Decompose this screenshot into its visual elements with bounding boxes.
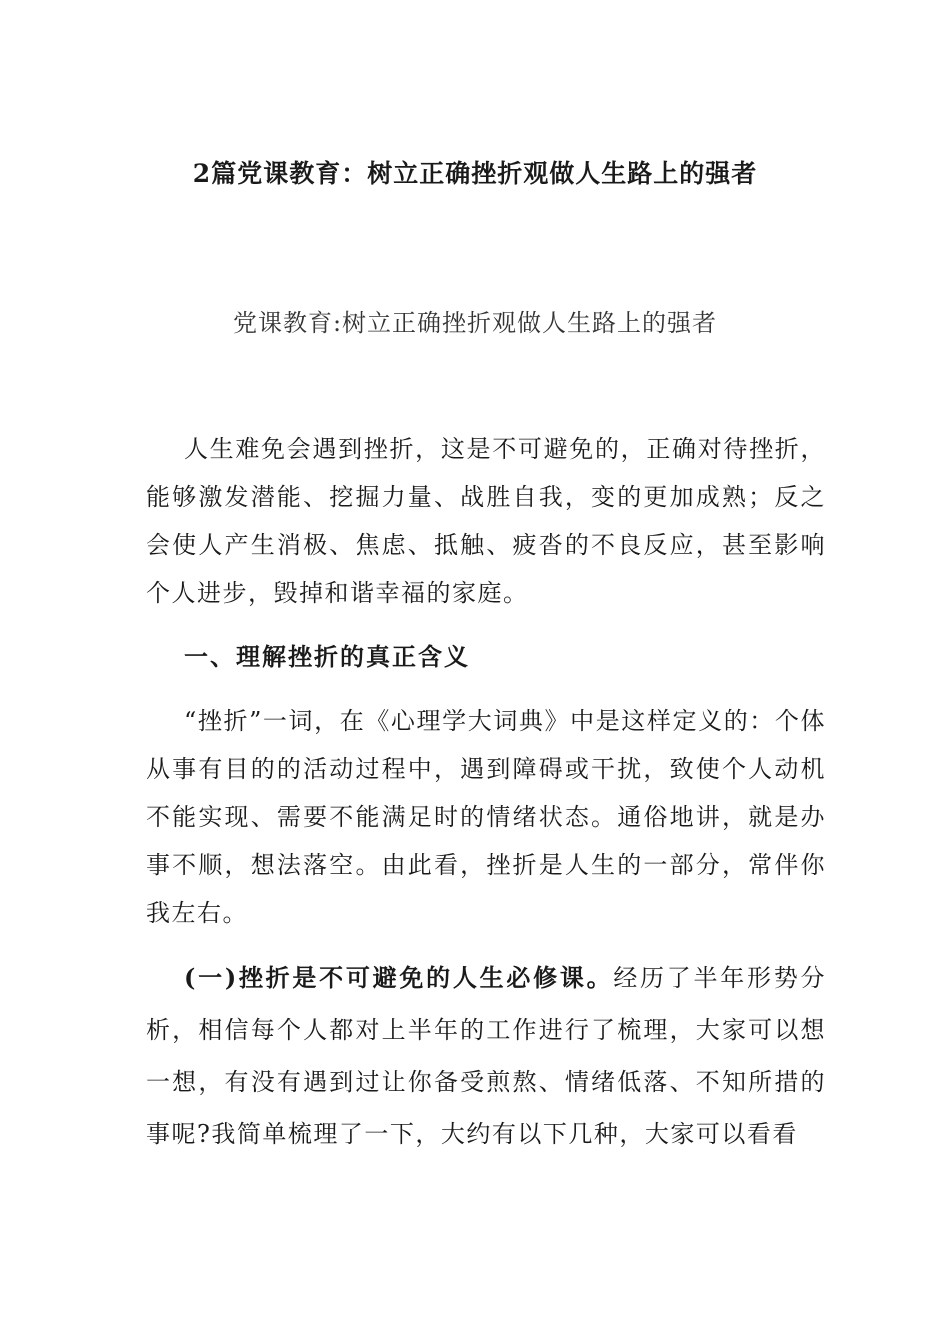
paragraph-subsection-1 (146, 952, 826, 1160)
document-subtitle: 党课教育:树立正确挫折观做人生路上的强者 (232, 309, 718, 337)
paragraph-intro: 人生难免会遇到挫折，这是不可避免的，正确对待挫折，能够激发潜能、挖掘力量、战胜自我，变的更加成熟；反之会使人产生消极、焦虑、抵触、疲沓的不良反应，甚至影响个人进步，毁掉和谐幸福的家庭。 (146, 435, 826, 607)
section-heading-1: 一、理解挫折的真正含义 (184, 642, 470, 671)
document-title: 2篇党课教育：树立正确挫折观做人生路上的强者 (192, 159, 758, 188)
paragraph-definition: “挫折”一词，在《心理学大词典》中是这样定义的：个体从事有目的的活动过程中，遇到障碍或干扰，致使个人动机不能实现、需要不能满足时的情绪状态。通俗地讲，就是办事不顺，想法落空。由此看，挫折是人生的一部分，常伴你我左右。 (146, 707, 826, 927)
subsection-lead: (一)挫折是不可避免的人生必修课。 (184, 963, 614, 992)
subsection-body: 经历了半年形势分析，相信每个人都对上半年的工作进行了梳理，大家可以想一想，有没有遇到过让你备受煎熬、情绪低落、不知所措的事呢?我简单梳理了一下，大约有以下几种，大家可以看看 (146, 964, 826, 1148)
